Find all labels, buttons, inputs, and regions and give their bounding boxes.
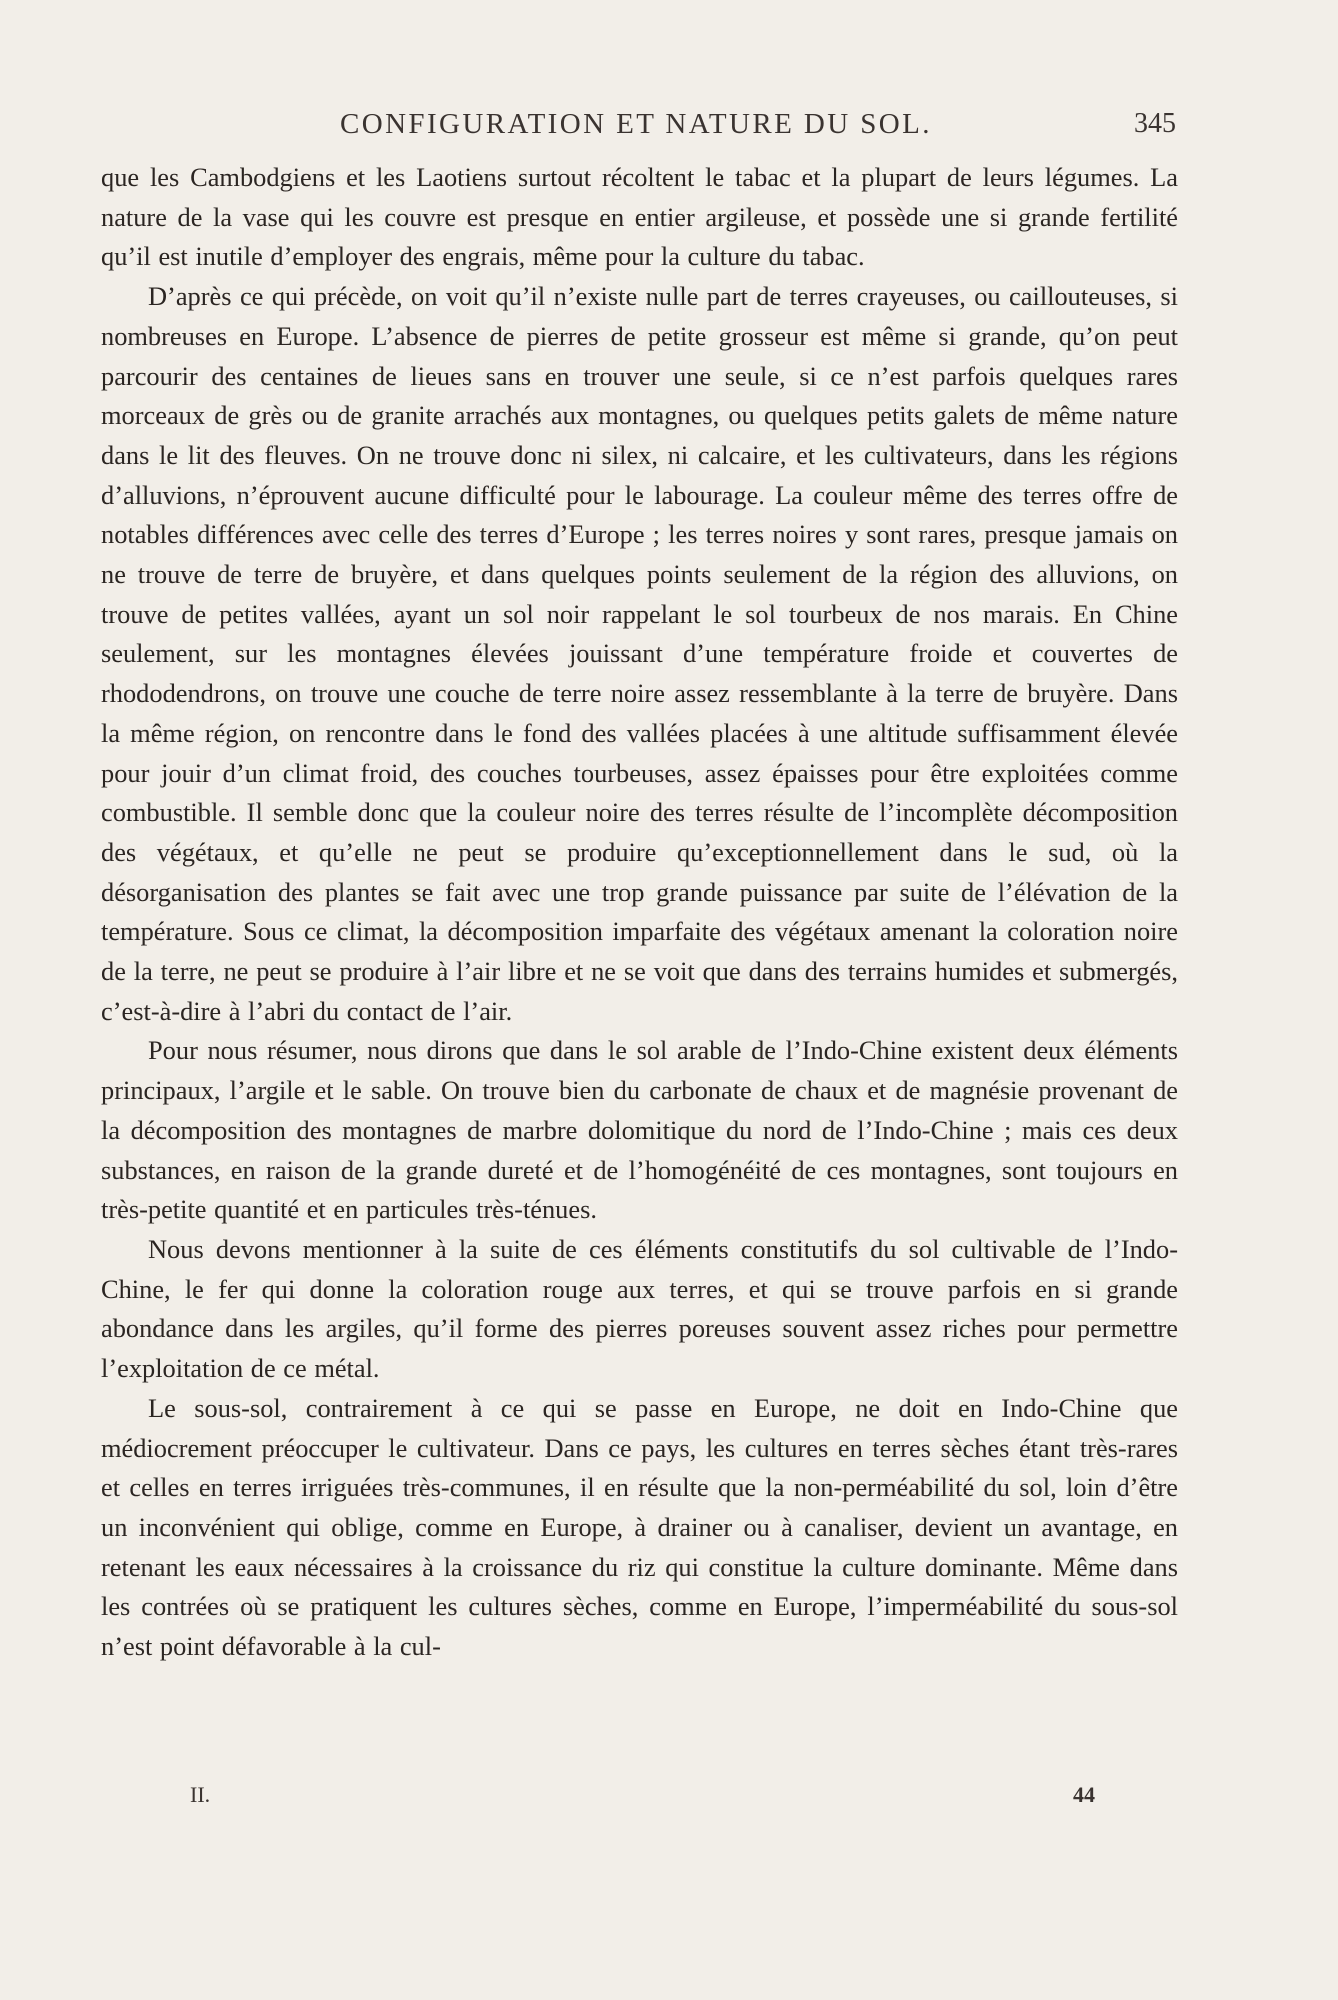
paragraph-3: Pour nous résumer, nous dirons que dans le sol arable de l’Indo-Chine existent deux éléments principaux, l’argile et le sable. On trouve bien du carbonate de chaux et de magnésie provenant de la décomposition des montagnes de marbre dolomitique du nord de l’Indo-Chine ; mais ces deux substances, en raison de la grande dureté et de l’homogénéité de ces montagnes, sont toujours en très-petite quantité et en particules très-ténues. bbox=[101, 1035, 1178, 1225]
running-head bbox=[0, 108, 1338, 148]
paragraph-1: que les Cambodgiens et les Laotiens surtout récoltent le tabac et la plupart de leurs légumes. La nature de la vase qui les couvre est presque en entier argileuse, et possède une si grande fertilité qu’il est inutile d’employer des engrais, même pour la culture du tabac. bbox=[101, 162, 1178, 272]
folio-number: 44 bbox=[1073, 1782, 1095, 1807]
page-number: 345 bbox=[1134, 108, 1176, 139]
body-text bbox=[101, 158, 1178, 1667]
paragraph-5: Le sous-sol, contrairement à ce qui se passe en Europe, ne doit en Indo-Chine que médiocrement préoccuper le cultivateur. Dans ce pays, les cultures en terres sèches étant très-rares et celles en terres irriguées très-communes, il en résulte que la non-perméabilité du sol, loin d’être un inconvénient qui oblige, comme en Europe, à drainer ou à canaliser, devient un avantage, en retenant les eaux nécessaires à la croissance du riz qui constitue la culture dominante. Même dans les contrées où se pratiquent les cultures sèches, comme en Europe, l’imperméabilité du sous-sol n’est point défavorable à la cul- bbox=[101, 1392, 1178, 1662]
paragraph-2: D’après ce qui précède, on voit qu’il n’existe nulle part de terres crayeuses, ou caillouteuses, si nombreuses en Europe. L’absence de pierres de petite grosseur est même si grande, qu’on peut parcourir des centaines de lieues sans en trouver une seule, si ce n’est parfois quelques rares morceaux de grès ou de granite arrachés aux montagnes, ou quelques petits galets de même nature dans le lit des fleuves. On ne trouve donc ni silex, ni calcaire, et les cultivateurs, dans les régions d’alluvions, n’éprouvent aucune difficulté pour le labourage. La couleur même des terres offre de notables différences avec celle des terres d’Europe ; les terres noires y sont rares, presque jamais on ne trouve de terre de bruyère, et dans quelques points seulement de la région des alluvions, on trouve de petites vallées, ayant un sol noir rappelant le sol tourbeux de nos marais. En Chine seulement, sur les montagnes élevées jouissant d’une température froide et couvertes de rhododendrons, on trouve une couche de terre noire assez ressemblante à la terre de bruyère. Dans la même région, on rencontre dans le fond des vallées placées à une altitude suffisamment élevée pour jouir d’un climat froid, des couches tourbeuses, assez épaisses pour être exploitées comme combustible. Il semble donc que la couleur noire des terres résulte de l’incomplète décomposition des végétaux, et qu’elle ne peut se produire qu’exceptionnellement dans le sud, où la désorganisation des plantes se fait avec une trop grande puissance par suite de l’élévation de la température. Sous ce climat, la décomposition imparfaite des végétaux amenant la coloration noire de la terre, ne peut se produire à l’air libre et ne se voit que dans des terrains humides et submergés, c’est-à-dire à l’abri du contact de l’air. bbox=[101, 281, 1178, 1026]
paragraph-4: Nous devons mentionner à la suite de ces éléments constitutifs du sol cultivable de l’Indo-Chine, le fer qui donne la coloration rouge aux terres, et qui se trouve parfois en si grande abondance dans les argiles, qu’il forme des pierres poreuses souvent assez riches pour permettre l’exploitation de ce métal. bbox=[101, 1233, 1178, 1384]
page-footer bbox=[0, 1782, 1338, 1812]
running-title: CONFIGURATION ET NATURE DU SOL. bbox=[340, 108, 932, 140]
signature-mark: II. bbox=[190, 1782, 211, 1807]
